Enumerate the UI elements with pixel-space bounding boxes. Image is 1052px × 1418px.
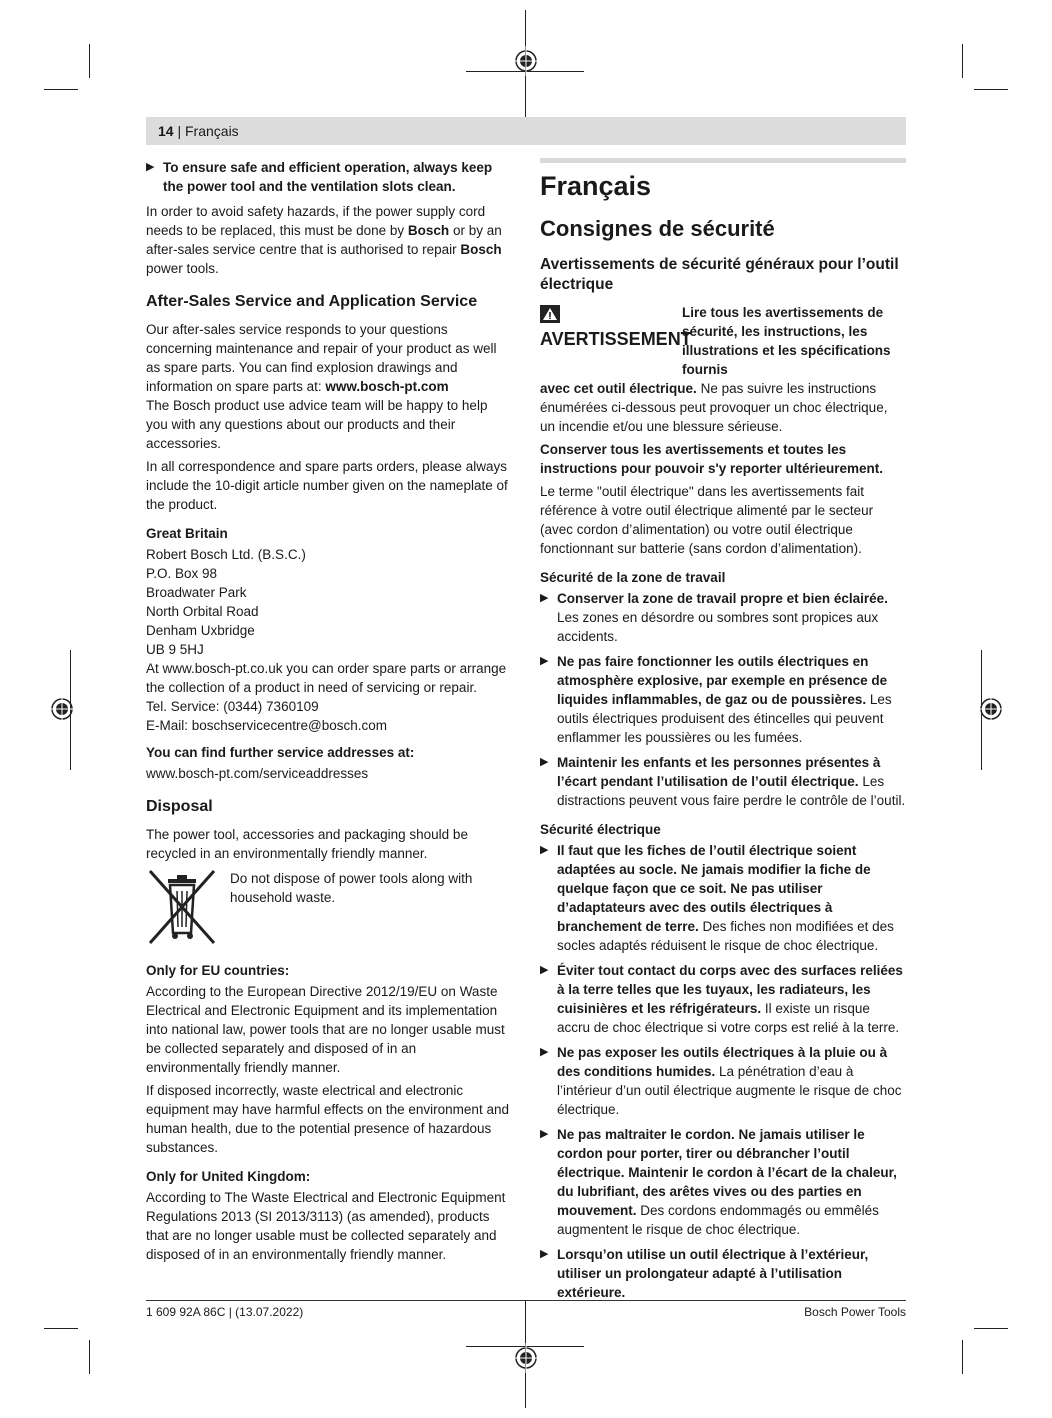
warning-text: Lire tous les avertissements de sécurité, les instructions, les illustrations et les spécifications fournis <box>682 305 891 377</box>
electrical-heading: Sécurité électrique <box>540 822 661 837</box>
registration-mark-icon <box>47 694 77 724</box>
cord-replacement-paragraph: In order to avoid safety hazards, if the power supply cord needs to be replaced, this must be done by Bosch or by an after-sales service centre that is authorised to repair Bosch power tools. <box>146 204 502 276</box>
crop-mark <box>962 44 963 78</box>
bin-text: Do not dispose of power tools along with household waste. <box>230 871 473 905</box>
service-link[interactable]: www.bosch-pt.com <box>325 379 449 394</box>
gb-heading: Great Britain <box>146 526 228 541</box>
crop-mark <box>89 44 90 78</box>
crop-mark <box>974 1328 1008 1329</box>
uk-paragraph: According to The Waste Electrical and Electronic Equipment Regulations 2013 (SI 2013/3113) (as amended), products that are no longer usable must be collected separately and disposed of in an environmentally friendly manner. <box>146 1190 506 1262</box>
crop-mark <box>962 1340 963 1374</box>
uk-heading: Only for United Kingdom: <box>146 1169 311 1184</box>
service-heading: After-Sales Service and Application Service <box>146 293 478 310</box>
left-column <box>146 158 512 1268</box>
section-title: Consignes de sécurité <box>540 216 775 241</box>
bullet-elec-4: ▶ Lorsqu’on utilise un outil électrique à l’extérieur, utiliser un prolongateur adapté à l’utilisation extérieure. <box>540 1245 906 1302</box>
crossed-bin-icon <box>146 865 218 947</box>
service-paragraph-2: In all correspondence and spare parts orders, please always include the 10-digit article number given on the nameplate of the product. <box>146 459 508 512</box>
registration-mark-icon <box>511 1343 541 1373</box>
further-url[interactable]: www.bosch-pt.com/serviceaddresses <box>146 766 369 781</box>
work-area-heading: Sécurité de la zone de travail <box>540 570 726 585</box>
disposal-bin-row <box>146 865 512 947</box>
eu-paragraph-2: If disposed incorrectly, waste electrical and electronic equipment may have harmful effects on the environment and human health, due to the potential presence of hazardous substances. <box>146 1083 509 1155</box>
footer-doc-id: 1 609 92A 86C | (13.07.2022) <box>146 1305 304 1319</box>
registration-mark-icon <box>511 46 541 76</box>
page-number: 14 <box>158 123 174 139</box>
bullet-work-1: ▶ Ne pas faire fonctionner les outils électriques en atmosphère explosive, par exemple en présence de liquides inflammables, de gaz ou de poussières. Les outils électriques produisent des étincelles qui peuvent enflammer les poussières ou les fumées. <box>540 652 906 747</box>
eu-paragraph-1: According to the European Directive 2012/19/EU on Waste Electrical and Electronic Equipment and its implementation into national law, power tools that are no longer usable must be collected separately and disposed of in an environmentally friendly manner. <box>146 984 505 1075</box>
page-title: Français <box>540 171 652 201</box>
warning-title: AVERTISSEMENT <box>540 303 670 379</box>
page-header: 14 | Français <box>146 117 906 145</box>
further-heading: You can find further service addresses at: <box>146 745 415 760</box>
warning-block <box>540 303 906 379</box>
crop-mark <box>44 1328 78 1329</box>
bullet-elec-0: ▶ Il faut que les fiches de l’outil électrique soient adaptées au socle. Ne jamais modifier la fiche de quelque façon que ce soit. Ne pas utiliser d’adaptateurs avec des outils électriques à branchement de terre. Des fiches non modifiées et des socles adaptés réduisent le risque de choc électrique. <box>540 841 906 955</box>
subsection-title: Avertissements de sécurité généraux pour l’outil électrique <box>540 256 899 293</box>
warning-continuation: avec cet outil électrique. Ne pas suivre les instructions énumérées ci-dessous peut provoquer un choc électrique, un incendie et/ou une blessure sérieuse. <box>540 381 888 434</box>
address-block: Robert Bosch Ltd. (B.S.C.) P.O. Box 98 Broadwater Park North Orbital Road Denham Uxbridge UB 9 5HJ At www.bosch-pt.co.uk you can order spare parts or arrange the collection of a product in need of servicing or repair. Tel. Service: (0344) 7360109 E-Mail: boschservicecentre@bosch.com <box>146 545 512 735</box>
gb-tel: Tel. Service: (0344) 7360109 <box>146 699 319 714</box>
warning-triangle-icon <box>540 305 560 323</box>
registration-mark-icon <box>976 694 1006 724</box>
disposal-heading: Disposal <box>146 798 213 815</box>
bullet-elec-2: ▶ Ne pas exposer les outils électriques à la pluie ou à des conditions humides. La pénétration d’eau à l’intérieur d’un outil électrique augmente le risque de choc électrique. <box>540 1043 906 1119</box>
page-footer <box>146 1300 906 1321</box>
gb-email: E-Mail: boschservicecentre@bosch.com <box>146 718 388 733</box>
eu-heading: Only for EU countries: <box>146 963 290 978</box>
top-rule <box>540 158 906 163</box>
disposal-paragraph: The power tool, accessories and packaging should be recycled in an environmentally friendly manner. <box>146 827 468 861</box>
crop-mark <box>89 1340 90 1374</box>
bullet-work-0: ▶ Conserver la zone de travail propre et bien éclairée. Les zones en désordre ou sombres sont propices aux accidents. <box>540 589 906 646</box>
keep-instructions: Conserver tous les avertissements et toutes les instructions pour pouvoir s'y reporter ultérieurement. <box>540 442 884 476</box>
crop-mark <box>44 89 78 90</box>
footer-brand: Bosch Power Tools <box>804 1305 906 1319</box>
header-section: Français <box>185 123 239 139</box>
gb-order-text: At www.bosch-pt.co.uk you can order spare parts or arrange the collection of a product in need of servicing or repair. <box>146 661 507 695</box>
right-column <box>540 158 906 1308</box>
bullet-work-2: ▶ Maintenir les enfants et les personnes présentes à l’écart pendant l’utilisation de l’outil électrique. Les distractions peuvent vous faire perdre le contrôle de l’outil. <box>540 753 906 810</box>
term-paragraph: Le terme "outil électrique" dans les avertissements fait référence à votre outil électrique alimenté par le secteur (avec cordon d’alimentation) ou votre outil électrique fonctionnant sur batterie (sans cordon d’alimentation). <box>540 484 874 556</box>
bullet-elec-3: ▶ Ne pas maltraiter le cordon. Ne jamais utiliser le cordon pour porter, tirer ou débrancher l’outil électrique. Maintenir le cordon à l’écart de la chaleur, du lubrifiant, des arêtes vives ou des parties en mouvement. Des cordons endommagés ou emmêlés augmentent le risque de choc électrique. <box>540 1125 906 1239</box>
crop-mark <box>974 89 1008 90</box>
service-paragraph: Our after-sales service responds to your questions concerning maintenance and repair of your product as well as spare parts. You can find explosion drawings and information on spare parts at: www.bosch-pt.com The Bosch product use advice team will be happy to help you with any questions about our products and their accessories. <box>146 322 497 451</box>
bullet-keep-clean: ▶ To ensure safe and efficient operation, always keep the power tool and the ventilation slots clean. <box>146 158 512 196</box>
bullet-elec-1: ▶ Éviter tout contact du corps avec des surfaces reliées à la terre telles que les tuyaux, les radiateurs, les cuisinières et les réfrigérateurs. Il existe un risque accru de choc électrique si votre corps est relié à la terre. <box>540 961 906 1037</box>
